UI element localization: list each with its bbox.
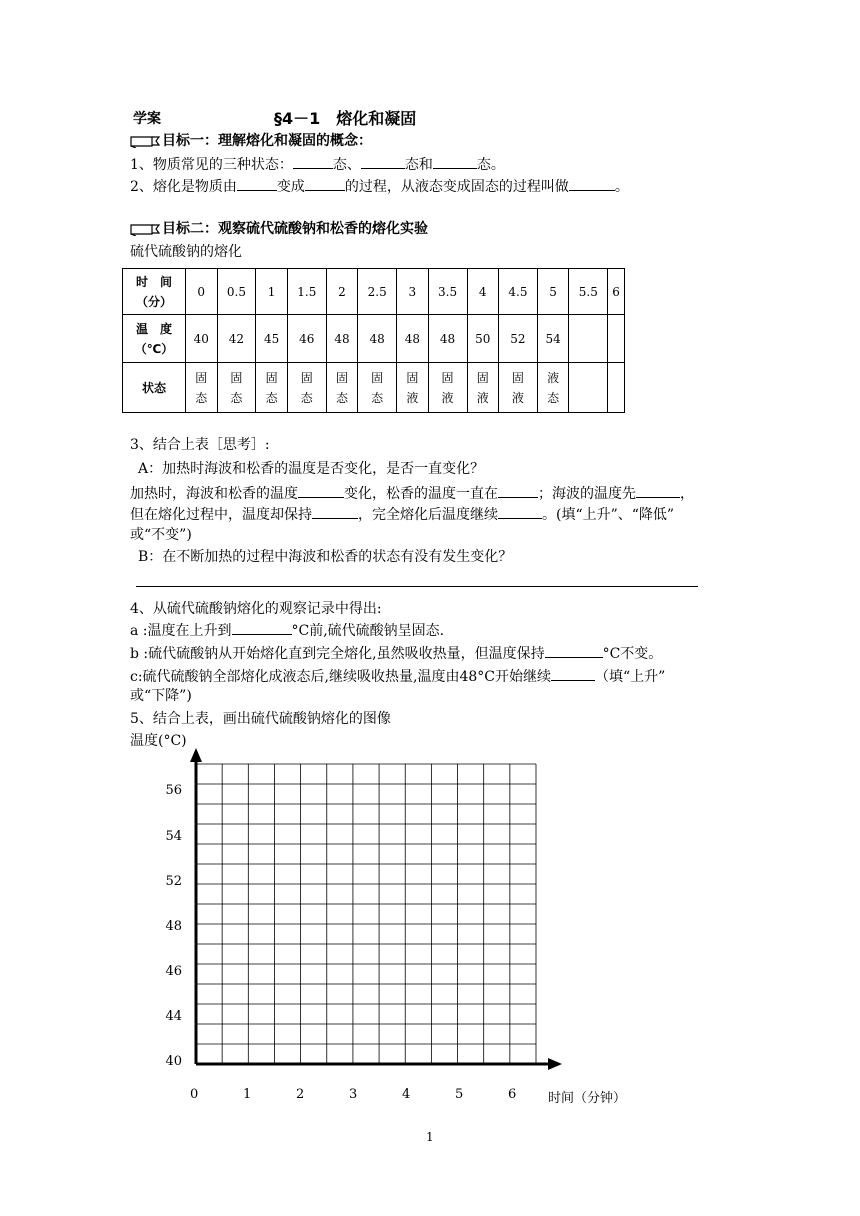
chart-xlabel: 时间（分钟） xyxy=(548,1091,627,1106)
temp-row xyxy=(123,315,625,363)
answer-3b-line[interactable] xyxy=(136,586,698,587)
table-cell: 48 xyxy=(326,315,358,363)
question-4-title: 4、从硫代硫酸钠熔化的观察记录中得出: xyxy=(130,601,382,617)
table-cell: 46 xyxy=(287,315,326,363)
blank[interactable] xyxy=(551,666,595,681)
flag-icon xyxy=(130,134,160,148)
row-header: 时 间 （分） xyxy=(123,269,186,315)
goal2-heading-text: 目标二：观察硫代硫酸钠和松香的熔化实验 xyxy=(162,221,428,237)
question-3a: A：加热时海波和松香的温度是否变化，是否一直变化？ xyxy=(138,461,485,477)
y-tick-label: 46 xyxy=(165,964,182,979)
table-cell: 0.5 xyxy=(217,269,256,315)
x-tick-label: 2 xyxy=(296,1087,305,1102)
table-cell: 52 xyxy=(499,315,538,363)
header-left: 学案 xyxy=(133,111,161,127)
question-4c-line2: 或“下降”) xyxy=(130,688,192,704)
blank[interactable] xyxy=(361,154,405,169)
table-cell: 3.5 xyxy=(428,269,467,315)
row-header: 温 度 （℃） xyxy=(123,315,186,363)
question-4c-line1: c:硫代硫酸钠全部熔化成液态后,继续吸收热量,温度由48°C开始继续 （填“上升” xyxy=(130,666,665,687)
y-tick-label: 52 xyxy=(165,874,182,889)
page-title: §4－1 熔化和凝固 xyxy=(274,109,417,128)
page-number: 1 xyxy=(426,1130,434,1144)
table-cell[interactable] xyxy=(608,315,625,363)
blank[interactable] xyxy=(312,504,358,519)
chart-ylabel: 温度(°C) xyxy=(130,733,187,749)
table-cell: 5 xyxy=(537,269,569,315)
blank[interactable] xyxy=(232,620,292,635)
table-cell: 5.5 xyxy=(569,269,608,315)
goal2-heading xyxy=(130,219,428,239)
answer-3a-line1: 加热时，海波和松香的温度 变化，松香的温度一直在 ；海波的温度先 ， xyxy=(130,483,694,504)
y-axis-arrow-icon xyxy=(190,748,202,762)
table-cell: 48 xyxy=(397,315,429,363)
table-cell[interactable] xyxy=(569,363,608,413)
answer-3a-line3: 或“不变”) xyxy=(130,527,192,543)
blank[interactable] xyxy=(498,483,538,498)
table-cell[interactable] xyxy=(608,363,625,413)
x-tick-label: 0 xyxy=(190,1087,199,1102)
table-cell: 4.5 xyxy=(499,269,538,315)
table-cell: 0 xyxy=(186,269,218,315)
x-tick-label: 3 xyxy=(349,1087,358,1102)
table-cell: 1.5 xyxy=(287,269,326,315)
data-table xyxy=(122,268,625,413)
table-cell: 固 态 xyxy=(287,363,326,413)
table-cell: 固 态 xyxy=(256,363,288,413)
table-cell: 48 xyxy=(428,315,467,363)
table-cell: 1 xyxy=(256,269,288,315)
table-cell: 40 xyxy=(186,315,218,363)
table-cell: 固 液 xyxy=(499,363,538,413)
blank[interactable] xyxy=(545,643,603,658)
flag-icon xyxy=(130,222,160,236)
time-row xyxy=(123,269,625,315)
table-cell: 48 xyxy=(358,315,397,363)
table-cell: 42 xyxy=(217,315,256,363)
question-5-title: 5、结合上表，画出硫代硫酸钠熔化的图像 xyxy=(130,711,391,727)
answer-3a-line2: 但在熔化过程中，温度却保持 ，完全熔化后温度继续 。(填“上升”、“降低” xyxy=(130,504,674,525)
blank[interactable] xyxy=(498,504,542,519)
table-cell: 50 xyxy=(467,315,499,363)
x-axis-arrow-icon xyxy=(548,1058,562,1070)
question-4b: b :硫代硫酸钠从开始熔化直到完全熔化,虽然吸收热量，但温度保持 °C不变。 xyxy=(130,643,662,664)
goal2-subtitle: 硫代硫酸钠的熔化 xyxy=(130,244,242,260)
y-tick-label: 56 xyxy=(165,783,182,798)
table-cell: 固 态 xyxy=(358,363,397,413)
x-tick-label: 4 xyxy=(402,1087,411,1102)
blank[interactable] xyxy=(298,483,344,498)
table-cell: 固 液 xyxy=(397,363,429,413)
table-cell: 45 xyxy=(256,315,288,363)
blank[interactable] xyxy=(433,154,477,169)
y-tick-label: 40 xyxy=(165,1054,182,1069)
goal1-heading-text: 目标一：理解熔化和凝固的概念： xyxy=(162,133,372,149)
table-cell: 4 xyxy=(467,269,499,315)
blank[interactable] xyxy=(293,154,333,169)
blank[interactable] xyxy=(569,176,615,191)
table-cell[interactable] xyxy=(569,315,608,363)
y-tick-label: 54 xyxy=(165,829,182,844)
x-tick-label: 1 xyxy=(243,1087,252,1102)
table-cell: 2.5 xyxy=(358,269,397,315)
blank[interactable] xyxy=(636,483,680,498)
table-cell: 2 xyxy=(326,269,358,315)
graph-grid[interactable] xyxy=(180,748,570,1078)
table-cell: 固 液 xyxy=(428,363,467,413)
y-tick-label: 44 xyxy=(165,1009,182,1024)
question-4a: a :温度在上升到 °C前,硫代硫酸钠呈固态. xyxy=(130,620,444,641)
table-cell: 6 xyxy=(608,269,625,315)
question-1: 1、物质常见的三种状态： 态、 态和 态。 xyxy=(130,154,505,175)
table-cell: 固 态 xyxy=(217,363,256,413)
question-2: 2、熔化是物质由 变成 的过程，从液态变成固态的过程叫做 。 xyxy=(130,176,629,197)
table-cell: 液 态 xyxy=(537,363,569,413)
table-cell: 固 液 xyxy=(467,363,499,413)
y-tick-label: 48 xyxy=(165,919,182,934)
state-row xyxy=(123,363,625,413)
question-3-title: 3、结合上表［思考］: xyxy=(130,437,270,453)
x-tick-label: 5 xyxy=(455,1087,464,1102)
goal1-heading xyxy=(130,131,372,151)
blank[interactable] xyxy=(305,176,345,191)
question-3b: B：在不断加热的过程中海波和松香的状态有没有发生变化？ xyxy=(138,549,513,565)
table-cell: 3 xyxy=(397,269,429,315)
table-cell: 固 态 xyxy=(186,363,218,413)
table-cell: 54 xyxy=(537,315,569,363)
x-tick-label: 6 xyxy=(508,1087,517,1102)
row-header: 状态 xyxy=(123,363,186,413)
blank[interactable] xyxy=(237,176,277,191)
table-cell: 固 态 xyxy=(326,363,358,413)
